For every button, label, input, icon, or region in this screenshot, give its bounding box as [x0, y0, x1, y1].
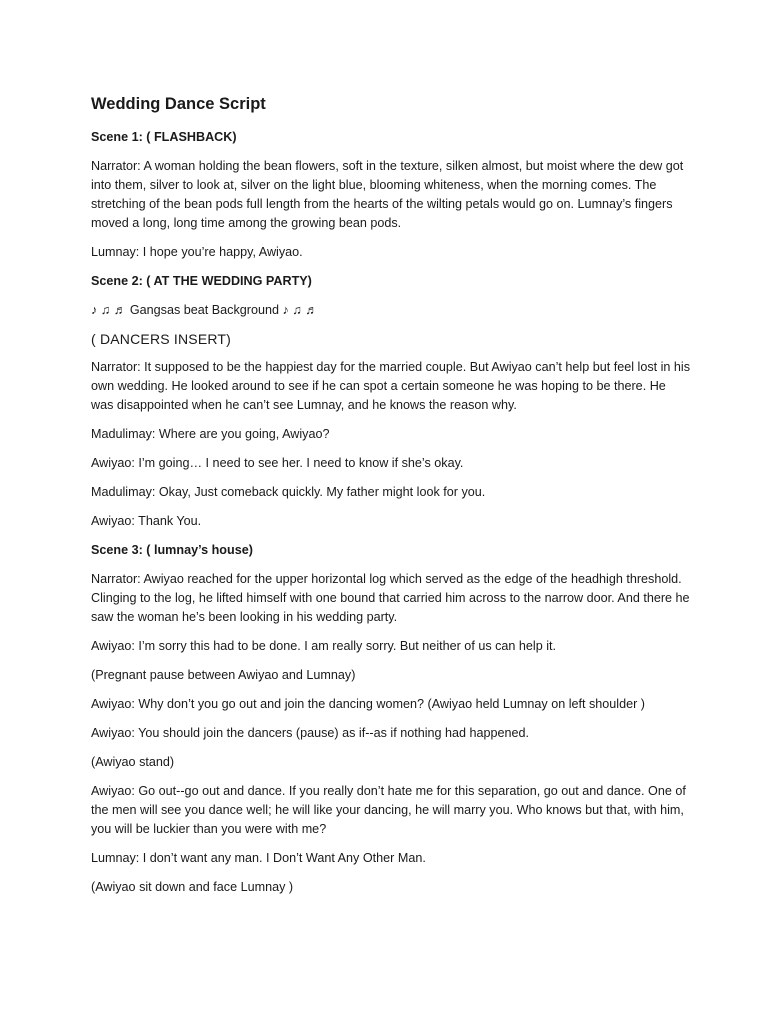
narration-paragraph: Narrator: Awiyao reached for the upper horizontal log which served as the edge of the headhigh threshold. Clinging to the log, he lifted himself with one bound that carried him across to the narrow door. And there he saw the woman he’s been looking in his wedding party. — [91, 572, 690, 624]
stage-direction: (Awiyao stand) — [91, 755, 175, 769]
dialogue-line: Awiyao: Why don’t you go out and join the dancing women? (Awiyao held Lumnay on left shoulder ) — [91, 697, 645, 711]
stage-direction: ( DANCERS INSERT) — [91, 331, 232, 347]
narration-paragraph: Narrator: It supposed to be the happiest day for the married couple. But Awiyao can’t help but feel lost in his own wedding. He looked around to see if he can spot a certain someone he was hoping to be there. He was disappointed when he can’t see Lumnay, and he knows the reason why. — [91, 360, 691, 412]
scene-heading: Scene 2: ( AT THE WEDDING PARTY) — [91, 274, 312, 288]
document-page — [91, 92, 691, 907]
dialogue-line: Awiyao: I’m going… I need to see her. I need to know if she’s okay. — [91, 456, 464, 470]
dialogue-line: Awiyao: I’m sorry this had to be done. I am really sorry. But neither of us can help it. — [91, 639, 557, 653]
document-title: Wedding Dance Script — [91, 95, 266, 113]
scene-heading: Scene 3: ( lumnay’s house) — [91, 543, 253, 557]
dialogue-line: Awiyao: You should join the dancers (pause) as if--as if nothing had happened. — [91, 726, 530, 740]
dialogue-line: Lumnay: I hope you’re happy, Awiyao. — [91, 245, 303, 259]
narration-paragraph: Narrator: A woman holding the bean flowers, soft in the texture, silken almost, but moist where the dew got into them, silver to look at, silver on the light blue, blooming whiteness, when the morning comes. The stretching of the bean pods full length from the hearts of the wilting petals would go on. Lumnay’s fingers moved a long, long time among the growing bean pods. — [91, 159, 684, 230]
dialogue-line: Madulimay: Where are you going, Awiyao? — [91, 427, 330, 441]
stage-direction: (Awiyao sit down and face Lumnay ) — [91, 880, 294, 894]
dialogue-line: Lumnay: I don’t want any man. I Don’t Want Any Other Man. — [91, 851, 426, 865]
music-cue: ♪ ♫ ♬ Gangsas beat Background ♪ ♫ ♬ — [91, 303, 318, 317]
dialogue-line: Awiyao: Thank You. — [91, 514, 202, 528]
dialogue-line: Awiyao: Go out--go out and dance. If you really don’t hate me for this separation, go out and dance. One of the men will see you dance well; he will like your dancing, he will marry you. Who knows but that, with him, you will be luckier than you were with me? — [91, 784, 686, 836]
scene-heading: Scene 1: ( FLASHBACK) — [91, 130, 237, 144]
stage-direction: (Pregnant pause between Awiyao and Lumnay) — [91, 668, 356, 682]
dialogue-line: Madulimay: Okay, Just comeback quickly. My father might look for you. — [91, 485, 486, 499]
